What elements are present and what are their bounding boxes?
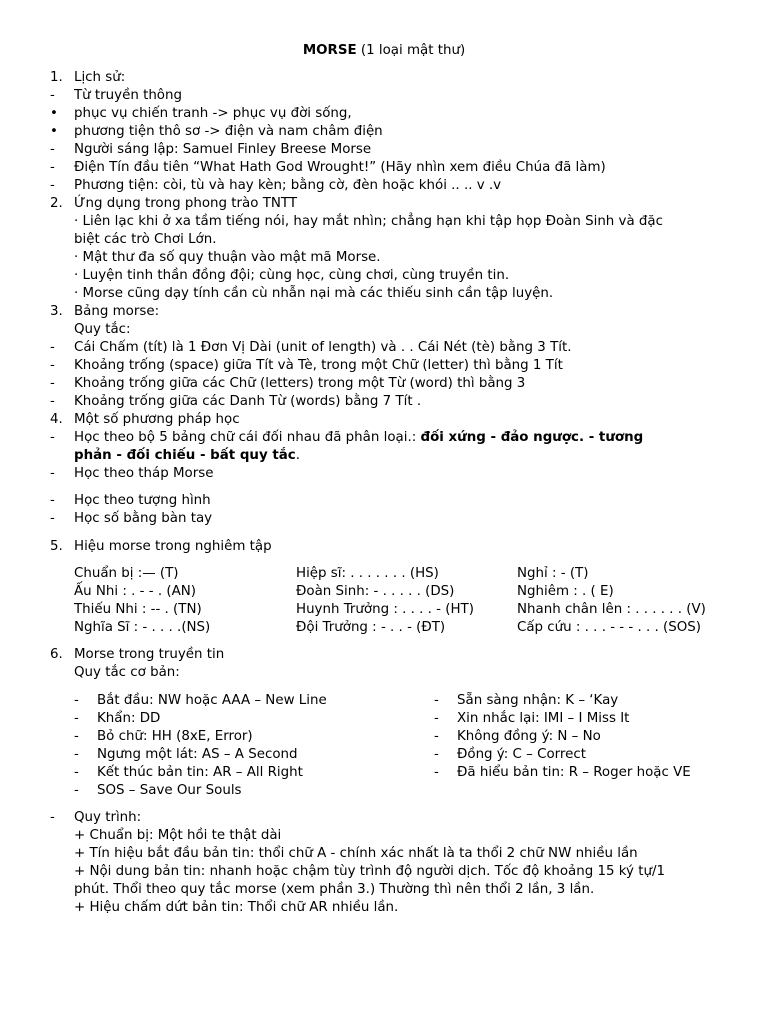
s2-line-4: · Morse cũng dạy tính cần cù nhẫn nại mà các thiếu sinh cần tập luyện. (74, 286, 554, 301)
dash-marker: - (74, 711, 79, 726)
s4-item-1-bold-2: phản - đối chiếu - bất quy tắc (74, 448, 296, 463)
s4-item-3: Học theo tượng hình (74, 493, 211, 508)
s1-mark-3: - (50, 142, 55, 157)
signal-cell: Nghĩa Sĩ : - . . . .(NS) (74, 620, 211, 635)
s2-number: 2. (50, 196, 63, 211)
dash-marker: - (50, 466, 55, 481)
s3-heading: Bảng morse: (74, 304, 160, 319)
signal-cell: Nghỉ : - (T) (517, 566, 589, 581)
rule-item: Bắt đầu: NW hoặc AAA – New Line (97, 693, 327, 708)
dash-marker: - (50, 394, 55, 409)
rule-item: SOS – Save Our Souls (97, 783, 242, 798)
dash-marker: - (50, 340, 55, 355)
dash-marker: - (50, 493, 55, 508)
s1-item-3: Người sáng lập: Samuel Finley Breese Morse (74, 142, 372, 157)
dash-marker: - (434, 693, 439, 708)
s2-heading: Ứng dụng trong phong trào TNTT (74, 196, 298, 211)
dash-marker: - (74, 747, 79, 762)
s4-number: 4. (50, 412, 63, 427)
process-line: + Tín hiệu bắt đầu bản tin: thổi chữ A - chính xác nhất là ta thổi 2 chữ NW nhiều lần (74, 846, 638, 861)
dash-marker: - (50, 376, 55, 391)
s6-number: 6. (50, 647, 63, 662)
s1-mark-0: - (50, 88, 55, 103)
dash-marker: - (74, 783, 79, 798)
signal-cell: Nghiêm : . ( E) (517, 584, 614, 599)
signal-cell: Thiếu Nhi : -- . (TN) (74, 602, 202, 617)
process-line: + Hiệu chấm dứt bản tin: Thổi chữ AR nhiều lần. (74, 900, 399, 915)
s1-mark-2: • (50, 124, 58, 139)
s5-heading: Hiệu morse trong nghiêm tập (74, 539, 272, 554)
signal-cell: Nhanh chân lên : . . . . . . (V) (517, 602, 706, 617)
signal-cell: Cấp cứu : . . . - - - . . . (SOS) (517, 620, 702, 635)
title-rest: (1 loại mật thư) (356, 43, 466, 58)
rule-item: Kết thúc bản tin: AR – All Right (97, 765, 303, 780)
s4-item-1-end: . (295, 448, 300, 463)
dash-marker: - (434, 765, 439, 780)
s1-mark-4: - (50, 160, 55, 175)
s1-item-2: phương tiện thô sơ -> điện và nam châm điện (74, 124, 383, 139)
s4-heading: Một số phương pháp học (74, 412, 240, 427)
rule-item: Đồng ý: C – Correct (457, 747, 586, 762)
s1-item-5: Phương tiện: còi, tù và hay kèn; bằng cờ, đèn hoặc khói .. .. v .v (74, 178, 502, 193)
rule-item: Đã hiểu bản tin: R – Roger hoặc VE (457, 765, 691, 780)
s6-heading: Morse trong truyền tin (74, 647, 225, 662)
dash-marker: - (50, 430, 55, 445)
rule-item: Sẵn sàng nhận: K – ‘Kay (457, 693, 619, 708)
title-bold: MORSE (302, 43, 357, 58)
signal-cell: Đội Trưởng : - . . - (ĐT) (296, 620, 446, 635)
rule-item: Ngưng một lát: AS – A Second (97, 747, 298, 762)
signal-cell: Đoàn Sinh: - . . . . . (DS) (296, 584, 455, 599)
dash-marker: - (434, 711, 439, 726)
process-line: phút. Thổi theo quy tắc morse (xem phần 3.) Thường thì nên thổi 2 lần, 3 lần. (74, 882, 595, 897)
process-line: + Nội dung bản tin: nhanh hoặc chậm tùy trình độ người dịch. Tốc độ khoảng 15 ký tự/1 (74, 864, 665, 879)
process-label: Quy trình: (74, 810, 142, 825)
signal-cell: Chuẩn bị :— (T) (74, 566, 179, 581)
signal-cell: Hiệp sĩ: . . . . . . . (HS) (296, 566, 439, 581)
s1-item-1: phục vụ chiến tranh -> phục vụ đời sống, (74, 106, 352, 121)
signal-cell: Huynh Trưởng : . . . . - (HT) (296, 602, 474, 617)
s1-heading: Lịch sử: (74, 70, 126, 85)
s3-item-3: Khoảng trống giữa các Danh Từ (words) bằng 7 Tít . (74, 394, 422, 409)
dash-marker: - (50, 511, 55, 526)
process-line: + Chuẩn bị: Một hồi te thật dài (74, 828, 282, 843)
s3-number: 3. (50, 304, 63, 319)
s4-item-1-normal: Học theo bộ 5 bảng chữ cái đối nhau đã phân loại.: (74, 430, 421, 445)
dash-marker: - (50, 810, 55, 825)
s3-subheading: Quy tắc: (74, 322, 131, 337)
s4-item-1-line-1 (74, 429, 643, 447)
s4-item-1-line-2 (74, 447, 300, 465)
s2-line-3: · Luyện tinh thần đồng đội; cùng học, cùng chơi, cùng truyền tin. (74, 268, 510, 283)
s1-mark-5: - (50, 178, 55, 193)
rule-item: Bỏ chữ: HH (8xE, Error) (97, 729, 253, 744)
dash-marker: - (74, 765, 79, 780)
document-title (0, 42, 768, 60)
dash-marker: - (434, 729, 439, 744)
s2-line-1: biệt các trò Chơi Lớn. (74, 232, 217, 247)
s5-number: 5. (50, 539, 63, 554)
dash-marker: - (74, 693, 79, 708)
signal-cell: Ấu Nhi : . - - . (AN) (74, 584, 196, 599)
dash-marker: - (434, 747, 439, 762)
s2-line-0: · Liên lạc khi ở xa tầm tiếng nói, hay mắt nhìn; chẳng hạn khi tập họp Đoàn Sinh và đặc (74, 214, 663, 229)
s3-item-0: Cái Chấm (tít) là 1 Đơn Vị Dài (unit of length) và . . Cái Nét (tè) bằng 3 Tít. (74, 340, 572, 355)
s1-number: 1. (50, 70, 63, 85)
s4-item-4: Học số bằng bàn tay (74, 511, 213, 526)
s4-item-2: Học theo tháp Morse (74, 466, 214, 481)
rule-item: Xin nhắc lại: IMI – I Miss It (457, 711, 630, 726)
s3-item-1: Khoảng trống (space) giữa Tít và Tè, trong một Chữ (letter) thì bằng 1 Tít (74, 358, 563, 373)
s4-item-1-bold-1: đối xứng - đảo ngược. - tương (420, 430, 644, 445)
rule-item: Khẩn: DD (97, 711, 161, 726)
s1-item-4: Điện Tín đầu tiên “What Hath God Wrought!” (Hãy nhìn xem điều Chúa đã làm) (74, 160, 606, 175)
s1-mark-1: • (50, 106, 58, 121)
dash-marker: - (50, 358, 55, 373)
s2-line-2: · Mật thư đa số quy thuận vào mật mã Morse. (74, 250, 381, 265)
s1-item-0: Từ truyền thông (74, 88, 182, 103)
rule-item: Không đồng ý: N – No (457, 729, 601, 744)
s6-subheading: Quy tắc cơ bản: (74, 665, 180, 680)
dash-marker: - (74, 729, 79, 744)
s3-item-2: Khoảng trống giữa các Chữ (letters) trong một Từ (word) thì bằng 3 (74, 376, 526, 391)
